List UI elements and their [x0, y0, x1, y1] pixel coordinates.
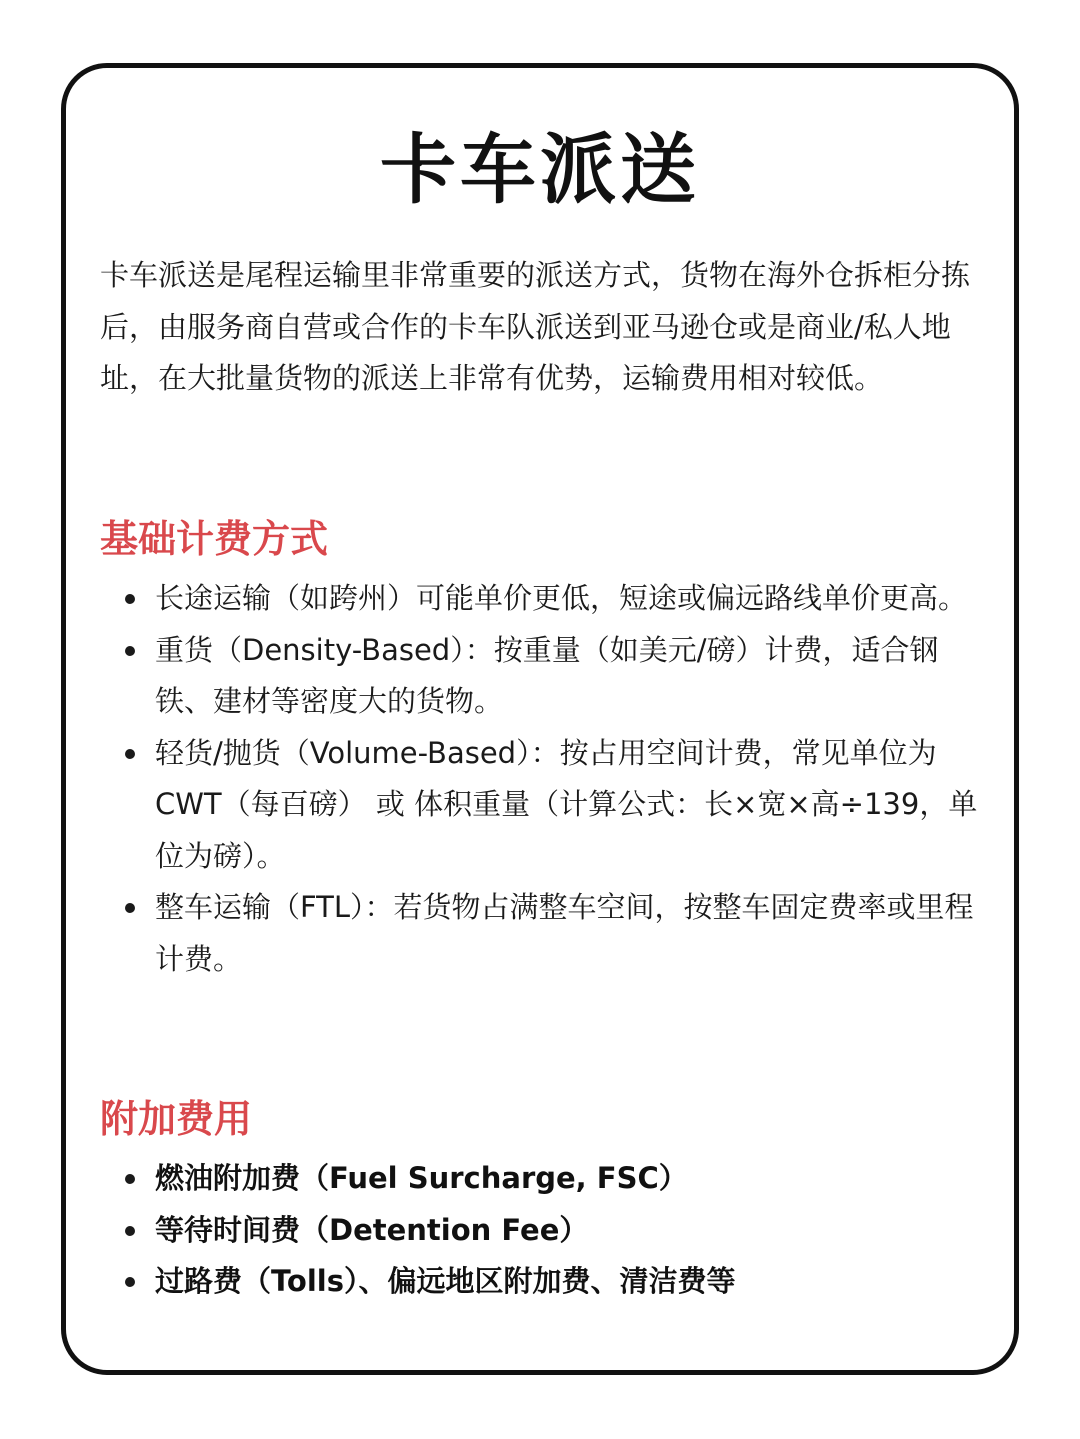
bullet-icon [125, 1277, 135, 1287]
list-item [155, 728, 985, 883]
list-item-text: 轻货/抛货（Volume-Based）：按占用空间计费，常见单位为 CWT（每百磅） 或 体积重量（计算公式：长×宽×高÷139，单位为磅）。 [155, 735, 978, 873]
page-title: 卡车派送 [380, 125, 700, 214]
surcharges-list [155, 1153, 985, 1308]
list-item [155, 1153, 985, 1205]
list-item [155, 1256, 985, 1308]
list-item-text: 长途运输（如跨州）可能单价更低，短途或偏远路线单价更高。 [155, 581, 968, 615]
list-item-text: 等待时间费（Detention Fee） [155, 1212, 589, 1247]
intro-paragraph: 卡车派送是尾程运输里非常重要的派送方式，货物在海外仓拆柜分拣后，由服务商自营或合作的卡车队派送到亚马逊仓或是商业/私人地址，在大批量货物的派送上非常有优势，运输费用相对较低。 [100, 258, 971, 395]
list-item [155, 882, 985, 985]
list-item-text: 重货（Density-Based）：按重量（如美元/磅）计费，适合钢铁、建材等密度大的货物。 [155, 632, 939, 718]
list-item [155, 1205, 985, 1257]
list-item-text: 过路费（Tolls）、偏远地区附加费、清洁费等 [155, 1264, 736, 1298]
bullet-icon [125, 749, 135, 759]
bullet-icon [125, 646, 135, 656]
list-item-text: 整车运输（FTL）：若货物占满整车空间，按整车固定费率或里程计费。 [155, 890, 974, 976]
bullet-icon [125, 1174, 135, 1184]
bullet-icon [125, 1226, 135, 1236]
section-heading-billing: 基础计费方式 [100, 517, 329, 561]
list-item-text: 燃油附加费（Fuel Surcharge, FSC） [155, 1161, 688, 1195]
bullet-icon [125, 903, 135, 913]
billing-methods-list [155, 573, 985, 985]
list-item [155, 625, 985, 728]
bullet-icon [125, 594, 135, 604]
section-heading-surcharges: 附加费用 [100, 1097, 253, 1141]
list-item [155, 573, 985, 625]
